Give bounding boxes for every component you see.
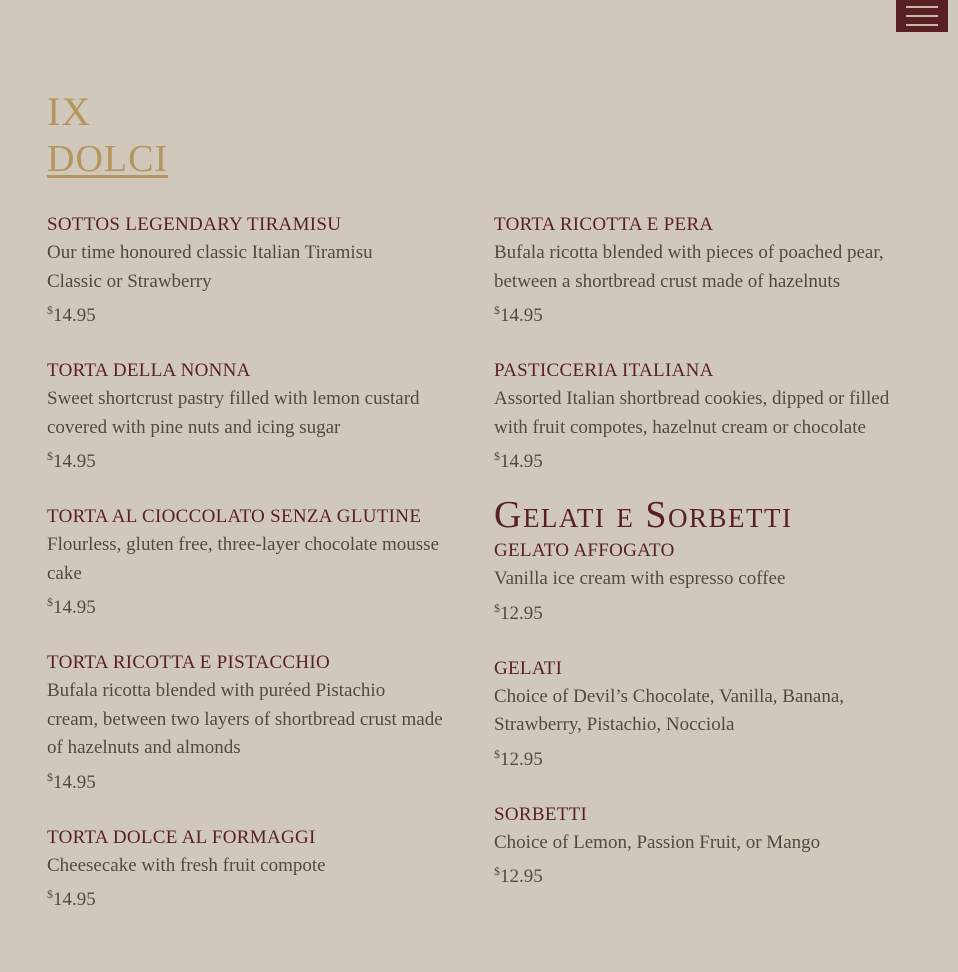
menu-item-description: covered with pine nuts and icing sugar [47, 416, 341, 438]
price-value: 14.95 [53, 451, 96, 472]
menu-item [47, 211, 467, 330]
price-value: 14.95 [53, 597, 96, 618]
menu-item-name: GELATO AFFOGATO [494, 540, 675, 561]
hamburger-menu-icon[interactable] [896, 0, 948, 32]
price-value: 12.95 [500, 866, 543, 887]
menu-item-name: GELATI [494, 657, 563, 679]
price-value: 14.95 [500, 451, 543, 472]
currency-symbol: $ [494, 449, 500, 463]
currency-symbol: $ [47, 887, 53, 901]
menu-item-price [47, 588, 467, 622]
menu-item-price [494, 296, 924, 330]
currency-symbol: $ [494, 303, 500, 317]
menu-item-description: of hazelnuts and almonds [47, 737, 241, 758]
gelati-section-heading: Gelati e Sorbetti [494, 494, 793, 536]
menu-item [494, 537, 924, 628]
currency-symbol: $ [494, 746, 500, 761]
menu-item [47, 824, 467, 915]
currency-symbol: $ [47, 449, 53, 463]
menu-item-description: Vanilla ice cream with espresso coffee [494, 568, 786, 589]
menu-item-name: TORTA RICOTTA E PERA [494, 214, 714, 235]
menu-item [47, 503, 467, 622]
currency-symbol: $ [47, 595, 53, 609]
price-value: 14.95 [500, 305, 543, 326]
menu-item-name: TORTA DOLCE AL FORMAGGI [47, 826, 316, 848]
menu-bar [906, 15, 938, 17]
menu-item-name: TORTA RICOTTA E PISTACCHIO [47, 652, 331, 673]
menu-item-description: Cheesecake with fresh fruit compote [47, 854, 326, 876]
menu-item-price [494, 740, 924, 774]
price-value: 12.95 [500, 748, 543, 770]
currency-symbol: $ [47, 303, 53, 317]
menu-bar [906, 24, 938, 26]
menu-item [47, 649, 467, 797]
menu-item-price [494, 442, 924, 476]
price-value: 14.95 [53, 771, 96, 793]
menu-item-description: Classic or Strawberry [47, 270, 212, 292]
menu-item-description: Assorted Italian shortbread cookies, dipped or filled [494, 388, 890, 409]
menu-item-name: TORTA DELLA NONNA [47, 360, 251, 381]
menu-item-description: with fruit compotes, hazelnut cream or chocolate [494, 416, 866, 438]
menu-item-description: cake [47, 562, 82, 584]
menu-bar [906, 6, 938, 8]
currency-symbol: $ [47, 769, 53, 784]
menu-item-price [47, 442, 467, 476]
menu-item [47, 357, 467, 476]
section-title: DOLCI [47, 138, 169, 180]
menu-item [494, 211, 924, 330]
menu-item-name: PASTICCERIA ITALIANA [494, 360, 714, 381]
price-value: 14.95 [53, 889, 96, 910]
menu-column-right [494, 211, 924, 918]
menu-item-description: Choice of Lemon, Passion Fruit, or Mango [494, 831, 821, 853]
menu-item [494, 655, 924, 774]
menu-item [494, 357, 924, 476]
menu-item-description: Bufala ricotta blended with puréed Pistachio [47, 680, 386, 701]
currency-symbol: $ [494, 864, 500, 878]
menu-item-price [47, 763, 467, 797]
menu-item-name: TORTA AL CIOCCOLATO SENZA GLUTINE [47, 506, 422, 527]
menu-item-price [47, 296, 467, 330]
menu-column-left [47, 211, 467, 941]
currency-symbol: $ [494, 600, 500, 615]
menu-item-name: SOTTOS LEGENDARY TIRAMISU [47, 214, 342, 235]
menu-item-description: cream, between two layers of shortbread crust made [47, 708, 443, 730]
price-value: 12.95 [500, 602, 543, 624]
menu-item-description: Sweet shortcrust pastry filled with lemon custard [47, 388, 420, 409]
section-number: IX [47, 89, 92, 134]
menu-item-description: Bufala ricotta blended with pieces of poached pear, [494, 242, 884, 263]
menu-item-price [47, 880, 467, 914]
menu-item-description: Flourless, gluten free, three-layer chocolate mousse [47, 534, 439, 555]
menu-item-description: Our time honoured classic Italian Tiramisu [47, 242, 373, 263]
menu-item-description: between a shortbread crust made of hazelnuts [494, 270, 841, 292]
menu-item-description: Choice of Devil’s Chocolate, Vanilla, Banana, [494, 685, 845, 707]
menu-item-name: SORBETTI [494, 803, 588, 825]
menu-item [494, 801, 924, 892]
menu-item-price [494, 594, 924, 628]
price-value: 14.95 [53, 305, 96, 326]
menu-item-description: Strawberry, Pistachio, Nocciola [494, 714, 735, 735]
menu-item-price [494, 857, 924, 891]
